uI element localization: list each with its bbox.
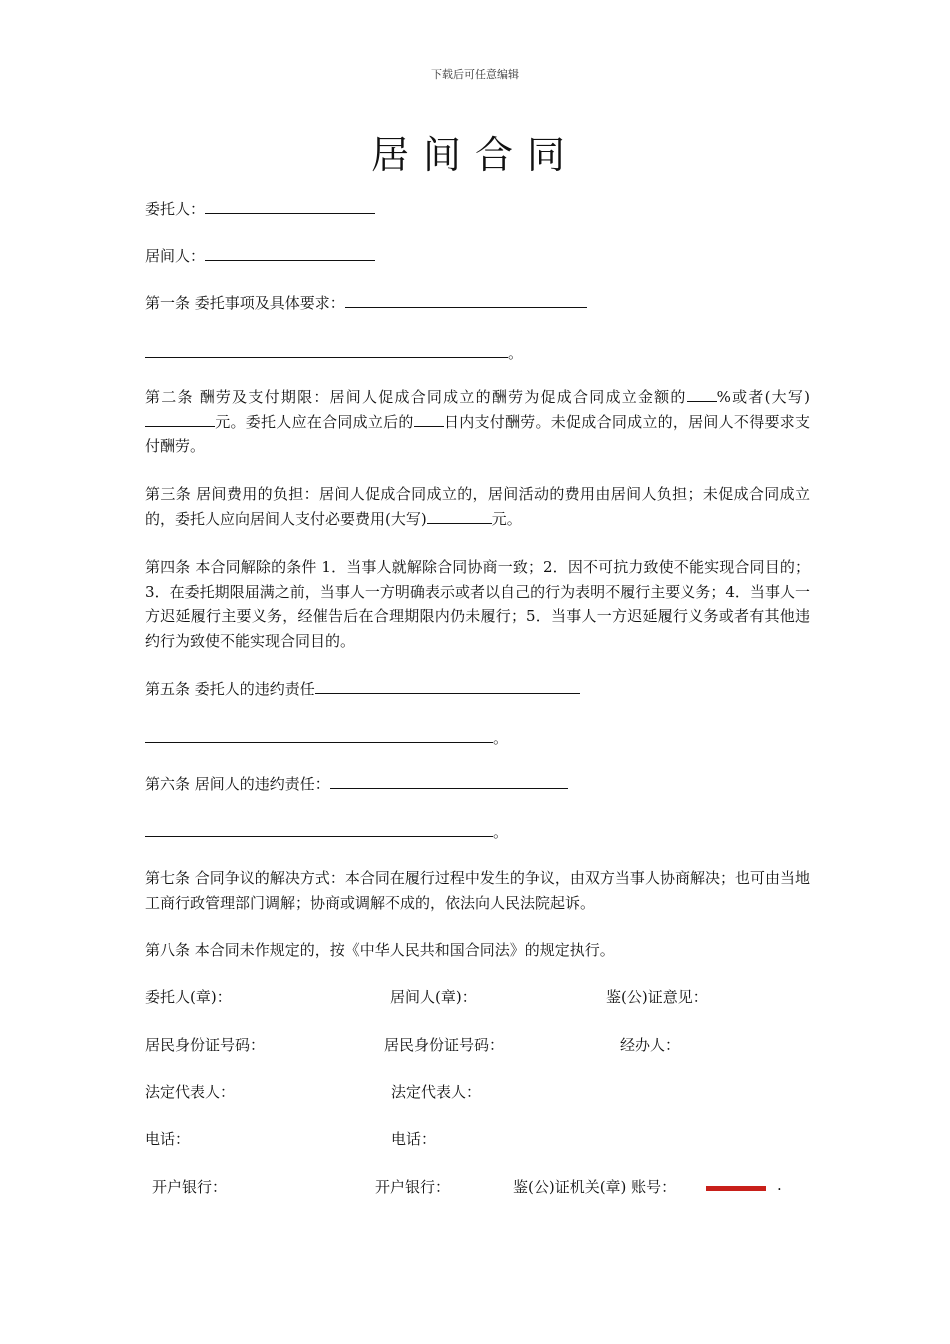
broker-rep-label: 法定代表人：	[391, 1083, 482, 1101]
principal-bank-label: 开户银行：	[152, 1178, 228, 1196]
broker-bank-label: 开户银行：	[375, 1178, 451, 1196]
article-1	[145, 291, 587, 316]
period: 。	[508, 344, 524, 362]
article-4: 第四条 本合同解除的条件 1．当事人就解除合同协商一致；2．因不可抗力致使不能实现合同目的；3．在委托期限届满之前，当事人一方明确表示或者以自己的行为表明不履行主要义务；4．当事人一方迟延履行主要义务，经催告后在合理期限内仍未履行；5．当事人一方迟延履行义务或者有其他违约行为致使不能实现合同目的。	[145, 558, 810, 650]
article-8: 第八条 本合同未作规定的，按《中华人民共和国合同法》的规定执行。	[145, 941, 615, 959]
article-7: 第七条 合同争议的解决方式：本合同在履行过程中发生的争议，由双方当事人协商解决；也可由当地工商行政管理部门调解；协商或调解不成的，依法向人民法院起诉。	[145, 869, 810, 912]
notary-seal-account-label: 鉴(公)证机关(章) 账号：	[513, 1178, 677, 1196]
article-5-blank[interactable]	[315, 678, 580, 694]
article-6	[145, 772, 568, 797]
article-2	[145, 385, 810, 459]
period: 。	[493, 729, 509, 747]
broker-label: 居间人：	[145, 247, 206, 265]
article-1-blank[interactable]	[345, 292, 587, 308]
broker-id-label: 居民身份证号码：	[384, 1036, 505, 1054]
principal-line	[145, 197, 375, 222]
article-3	[145, 482, 810, 531]
article-5-continuation	[145, 726, 508, 751]
article-5-text: 第五条 委托人的违约责任	[145, 680, 315, 698]
article-3-text-a: 第三条 居间费用的负担：居间人促成合同成立的，居间活动的费用由居间人负担；未促成合同成立的，委托人应向居间人支付必要费用(大写)	[145, 485, 810, 528]
article-2-text-b: %或者(大写)	[716, 388, 810, 406]
principal-id-label: 居民身份证号码：	[145, 1036, 266, 1054]
notary-opinion-label: 鉴(公)证意见：	[606, 988, 708, 1006]
amount-blank[interactable]	[145, 411, 215, 427]
article-1-text: 第一条 委托事项及具体要求：	[145, 294, 345, 312]
article-6-blank-2[interactable]	[145, 821, 493, 837]
article-2-text-c: 元。委托人应在合同成立后的	[215, 412, 414, 431]
header-note: 下载后可任意编辑	[431, 68, 519, 81]
period: 。	[493, 823, 509, 841]
article-5	[145, 677, 580, 702]
broker-line	[145, 244, 375, 269]
handler-label: 经办人：	[620, 1036, 681, 1054]
broker-seal-label: 居间人(章)：	[390, 988, 477, 1006]
article-1-continuation	[145, 341, 523, 366]
days-blank[interactable]	[414, 411, 444, 427]
principal-tel-label: 电话：	[145, 1130, 191, 1148]
fee-blank[interactable]	[427, 508, 492, 524]
principal-seal-label: 委托人(章)：	[145, 988, 232, 1006]
principal-label: 委托人：	[145, 200, 206, 218]
article-6-text: 第六条 居间人的违约责任：	[145, 775, 330, 793]
red-underline-mark	[706, 1186, 766, 1191]
article-6-continuation	[145, 820, 508, 845]
article-1-blank-2[interactable]	[145, 342, 508, 358]
broker-tel-label: 电话：	[391, 1130, 437, 1148]
percent-blank[interactable]	[687, 386, 717, 402]
principal-blank[interactable]	[205, 198, 375, 214]
article-5-blank-2[interactable]	[145, 727, 493, 743]
article-6-blank[interactable]	[330, 773, 568, 789]
end-dot: .	[777, 1176, 782, 1194]
document-title: 居间合同	[370, 133, 579, 177]
principal-rep-label: 法定代表人：	[145, 1083, 236, 1101]
article-2-text-a: 第二条 酬劳及支付期限：居间人促成合同成立的酬劳为促成合同成立金额的	[145, 388, 687, 406]
article-2-text-d: 日内支付酬劳。未促成合同成立的，居间人不得要求支付酬劳。	[145, 412, 810, 455]
broker-blank[interactable]	[205, 245, 375, 261]
article-3-text-b: 元。	[491, 509, 522, 528]
